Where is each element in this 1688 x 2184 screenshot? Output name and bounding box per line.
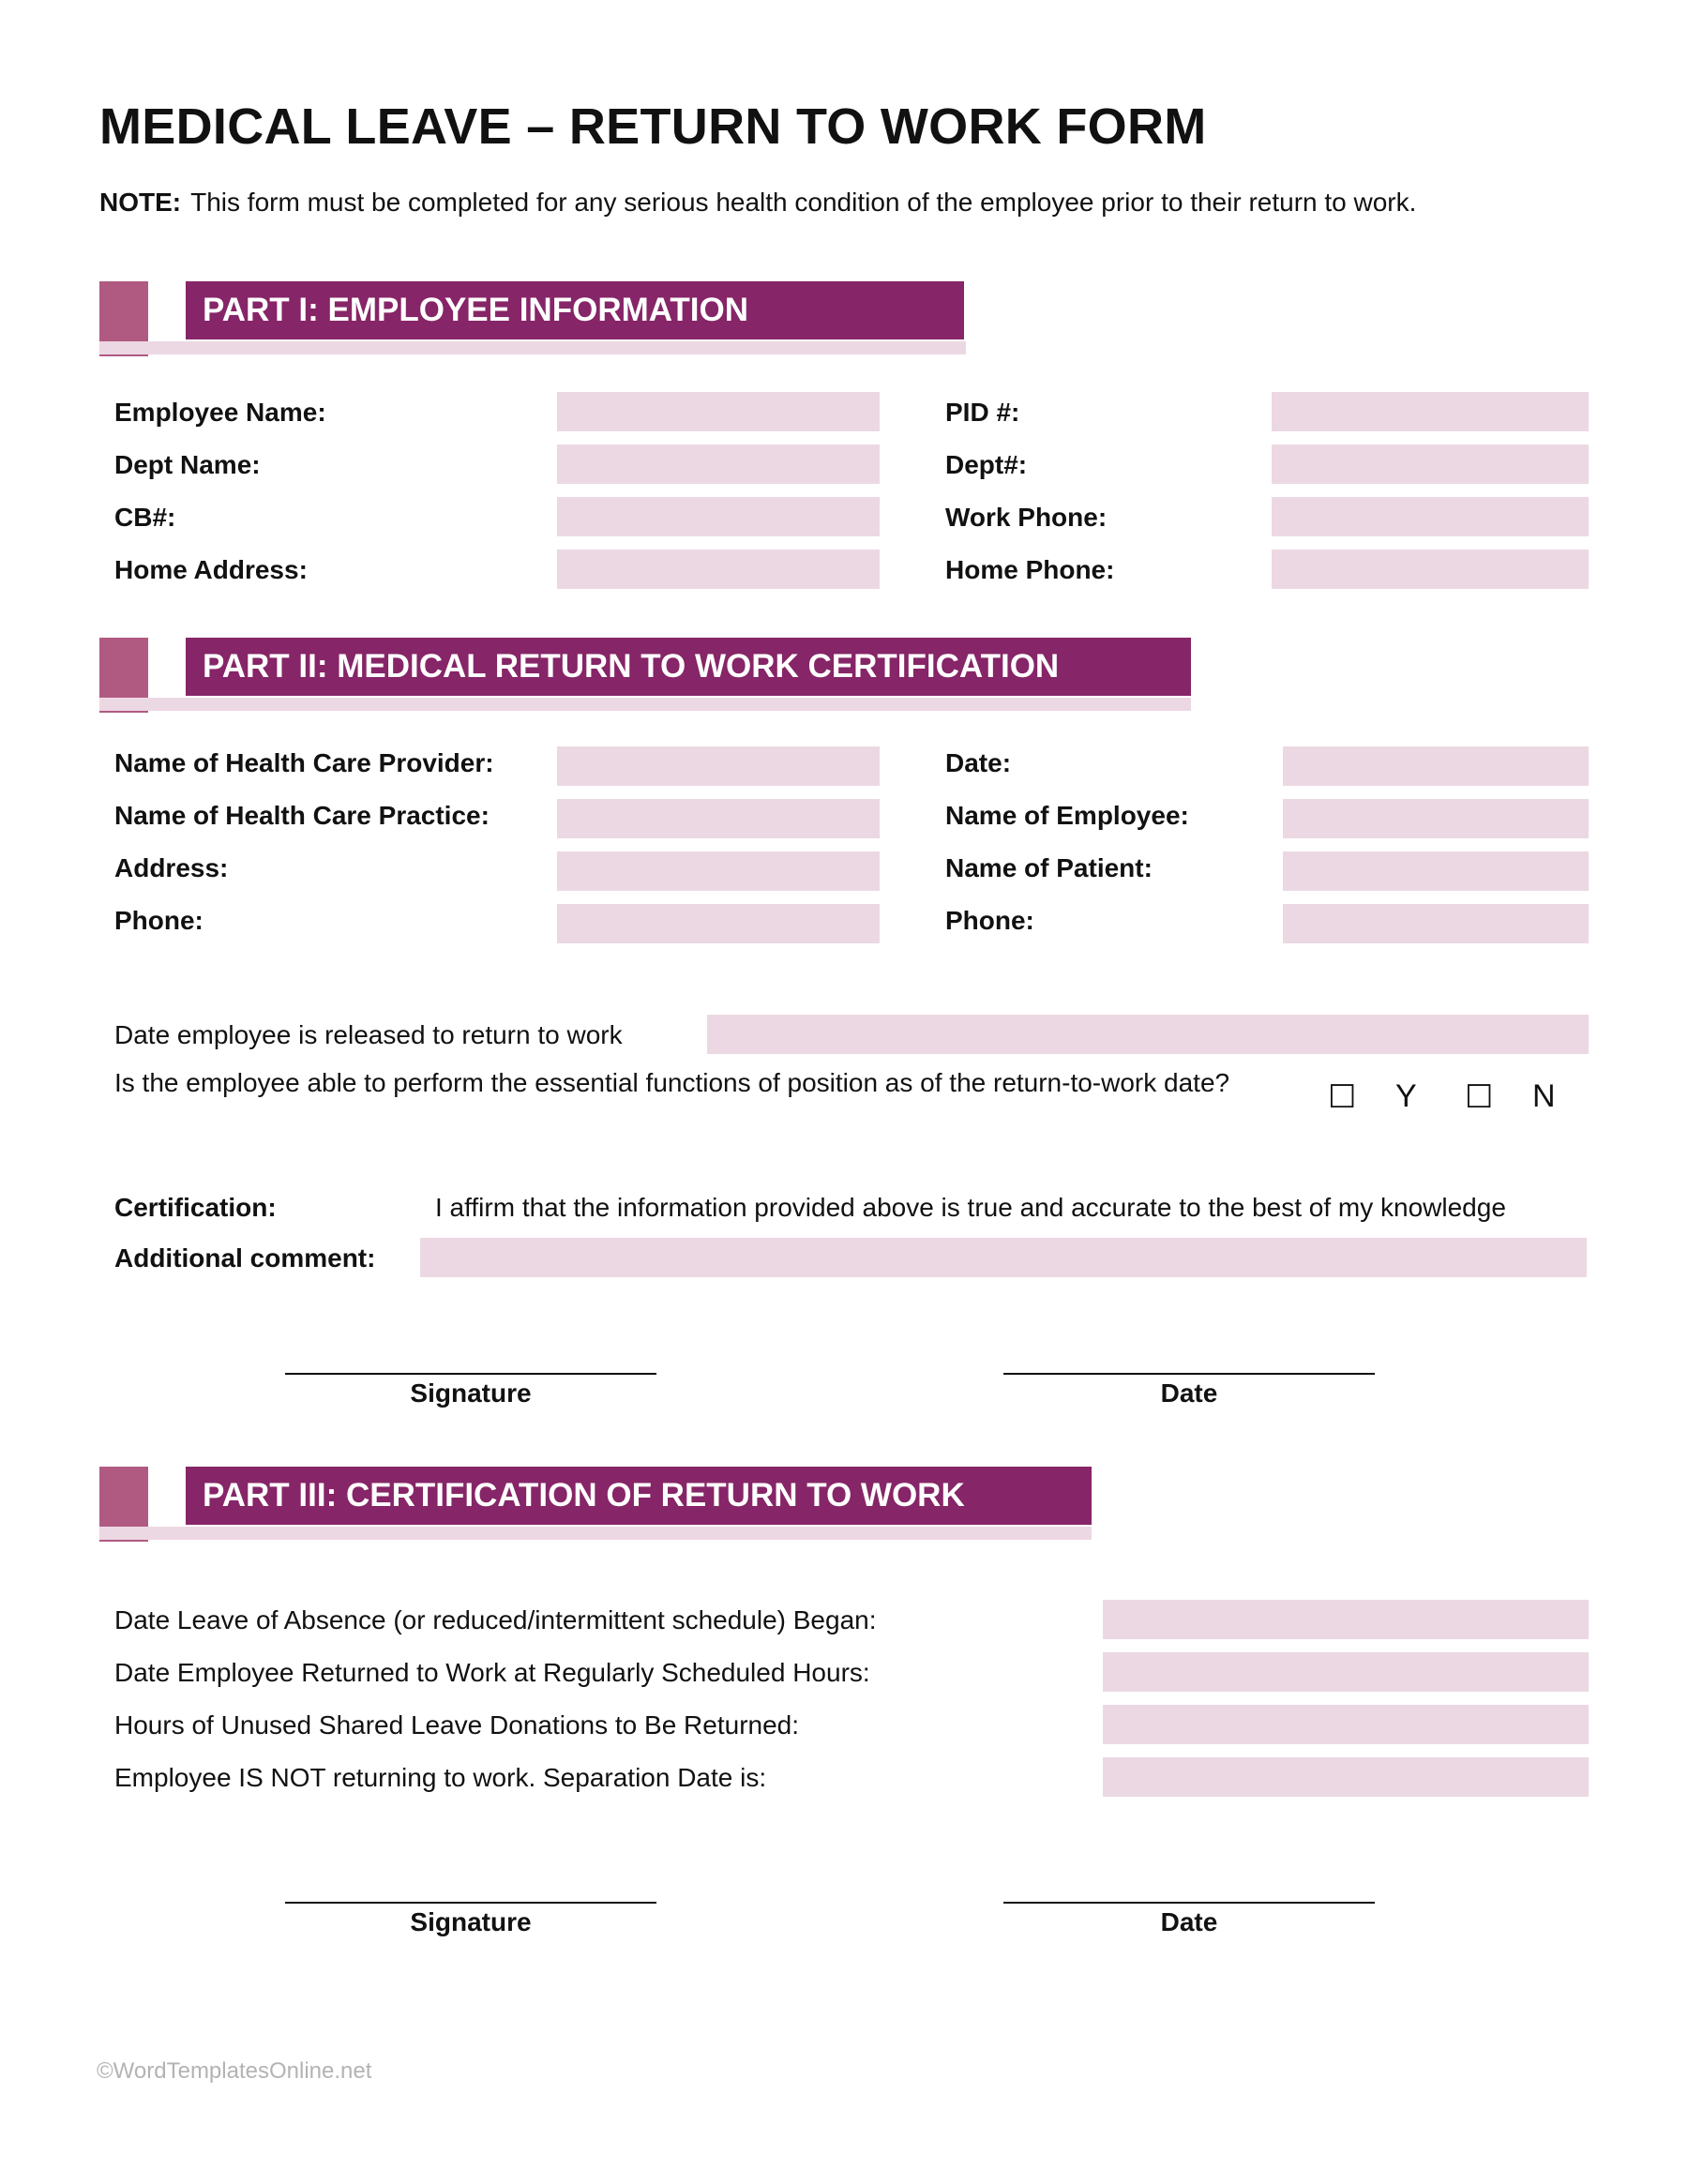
label-leave-began: Date Leave of Absence (or reduced/intermittent schedule) Began: (114, 1605, 877, 1634)
part1-heading: PART I: EMPLOYEE INFORMATION (186, 281, 964, 339)
provider-name-field[interactable] (557, 746, 880, 786)
footer-copyright: ©WordTemplatesOnline.net (97, 2058, 372, 2084)
returned-date-field[interactable] (1103, 1652, 1589, 1692)
dept-name-field[interactable] (557, 444, 880, 484)
cert-date-field[interactable] (1283, 746, 1589, 786)
separation-date-field[interactable] (1103, 1757, 1589, 1797)
yes-checkbox[interactable]: ☐ (1328, 1079, 1357, 1115)
part3-underline (99, 1527, 1092, 1540)
note (99, 188, 1416, 218)
label-work-phone: Work Phone: (945, 503, 1108, 532)
date-line-2[interactable] (1003, 1902, 1375, 1904)
label-additional-comment: Additional comment: (114, 1243, 376, 1273)
signature-line[interactable] (285, 1373, 656, 1375)
note-text: This form must be completed for any serious health condition of the employee prior to their return to work. (190, 188, 1417, 217)
label-patient-phone: Phone: (945, 906, 1034, 935)
label-essential-functions-question: Is the employee able to perform the essential functions of position as of the return-to-work date? (114, 1068, 1230, 1097)
page-title: MEDICAL LEAVE – RETURN TO WORK FORM (99, 98, 1207, 155)
part1-underline (99, 341, 966, 354)
employee-name-field[interactable] (557, 392, 880, 431)
label-release-date: Date employee is released to return to work (114, 1020, 623, 1049)
label-employee-name-2: Name of Employee: (945, 801, 1189, 830)
date-label: Date (1160, 1378, 1218, 1408)
signature-label-2: Signature (410, 1907, 532, 1936)
label-provider-name: Name of Health Care Provider: (114, 748, 494, 777)
label-returned-date: Date Employee Returned to Work at Regularly Scheduled Hours: (114, 1658, 870, 1687)
label-separation-date: Employee IS NOT returning to work. Separation Date is: (114, 1763, 767, 1792)
label-cert-date: Date: (945, 748, 1012, 777)
label-home-address: Home Address: (114, 555, 308, 584)
patient-phone-field[interactable] (1283, 904, 1589, 943)
pid-field[interactable] (1272, 392, 1589, 431)
release-date-field[interactable] (707, 1015, 1589, 1054)
provider-phone-field[interactable] (557, 904, 880, 943)
work-phone-field[interactable] (1272, 497, 1589, 536)
label-patient-name: Name of Patient: (945, 853, 1153, 882)
part2-heading: PART II: MEDICAL RETURN TO WORK CERTIFICATION (186, 638, 1191, 696)
unused-hours-field[interactable] (1103, 1705, 1589, 1744)
cb-number-field[interactable] (557, 497, 880, 536)
leave-began-field[interactable] (1103, 1600, 1589, 1639)
employee-name-2-field[interactable] (1283, 799, 1589, 838)
part2-underline (99, 698, 1191, 711)
yes-label: Y (1395, 1078, 1417, 1114)
practice-name-field[interactable] (557, 799, 880, 838)
date-line[interactable] (1003, 1373, 1375, 1375)
label-cb-number: CB#: (114, 503, 176, 532)
part3-heading: PART III: CERTIFICATION OF RETURN TO WORK (186, 1467, 1092, 1525)
signature-line-2[interactable] (285, 1902, 656, 1904)
date-label-2: Date (1160, 1907, 1218, 1936)
label-practice-name: Name of Health Care Practice: (114, 801, 490, 830)
label-dept-number: Dept#: (945, 450, 1028, 479)
certification-statement: I affirm that the information provided above is true and accurate to the best of my knowledge (435, 1193, 1506, 1222)
provider-address-field[interactable] (557, 851, 880, 891)
patient-name-field[interactable] (1283, 851, 1589, 891)
label-employee-name: Employee Name: (114, 398, 326, 427)
additional-comment-field[interactable] (420, 1238, 1587, 1277)
label-certification: Certification: (114, 1193, 277, 1222)
home-address-field[interactable] (557, 550, 880, 589)
label-home-phone: Home Phone: (945, 555, 1115, 584)
signature-label: Signature (410, 1378, 532, 1408)
label-provider-phone: Phone: (114, 906, 203, 935)
dept-number-field[interactable] (1272, 444, 1589, 484)
label-dept-name: Dept Name: (114, 450, 261, 479)
home-phone-field[interactable] (1272, 550, 1589, 589)
label-provider-address: Address: (114, 853, 229, 882)
note-label: NOTE: (99, 188, 182, 217)
no-checkbox[interactable]: ☐ (1465, 1079, 1494, 1115)
label-unused-hours: Hours of Unused Shared Leave Donations to Be Returned: (114, 1710, 800, 1740)
no-label: N (1532, 1078, 1556, 1114)
label-pid: PID #: (945, 398, 1020, 427)
